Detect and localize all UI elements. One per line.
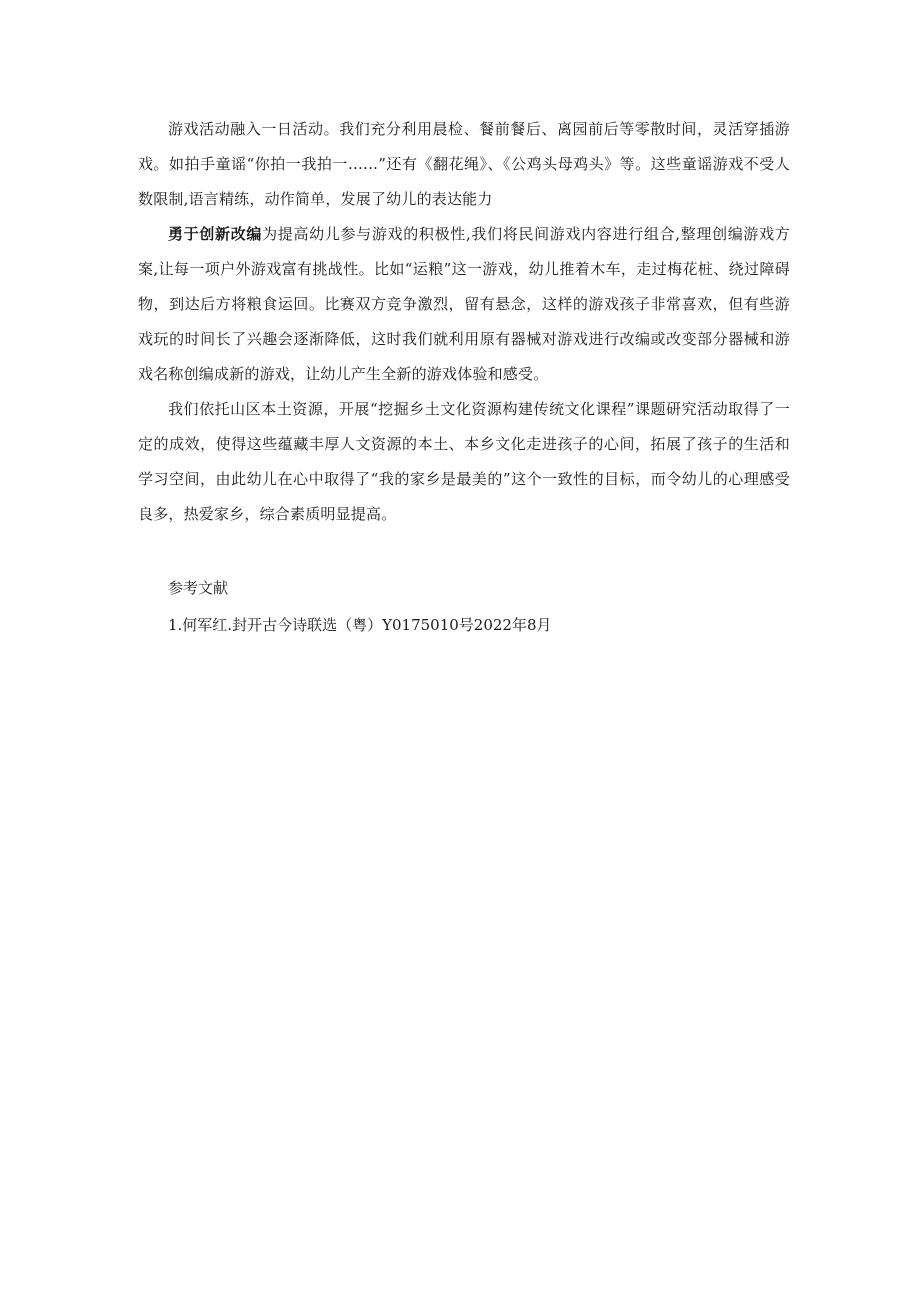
references-section <box>168 570 768 644</box>
paragraph-text: 为提高幼儿参与游戏的积极性,我们将民间游戏内容进行组合,整理创编游戏方案,让每一项户外游戏富有挑战性。比如“运粮”这一游戏，幼儿推着木车，走过梅花桩、绕过障碍物，到达后方将粮食运回。比赛双方竞争激烈，留有悬念，这样的游戏孩子非常喜欢，但有些游戏玩的时间长了兴趣会逐渐降低，这时我们就利用原有器械对游戏进行改编或改变部分器械和游戏名称创编成新的游戏，让幼儿产生全新的游戏体验和感受。 <box>138 225 790 383</box>
references-heading: 参考文献 <box>168 579 229 597</box>
paragraph-text: 我们依托山区本土资源，开展“挖掘乡土文化资源构建传统文化课程”课题研究活动取得了一定的成效，使得这些蕴藏丰厚人文资源的本土、本乡文化走进孩子的心间，拓展了孩子的生活和学习空间，由此幼儿在心中取得了“我的家乡是最美的”这个一致性的目标，而令幼儿的心理感受良多，热爱家乡，综合素质明显提高。 <box>138 400 790 523</box>
paragraph-games-daily <box>138 112 790 217</box>
paragraph-innovate <box>138 217 790 392</box>
paragraph-local-resources <box>138 392 790 532</box>
paragraph-text: 游戏活动融入一日活动。我们充分利用晨检、餐前餐后、离园前后等零散时间，灵活穿插游戏。如拍手童谣“你拍一我拍一……”还有《翻花绳》、《公鸡头母鸡头》等。这些童谣游戏不受人数限制,语言精练，动作简单，发展了幼儿的表达能力 <box>138 120 790 208</box>
body-text <box>138 112 790 532</box>
reference-item: 1.何军红.封开古今诗联选（粤）Y0175010号2022年8月 <box>168 616 552 634</box>
paragraph-lead-heading: 勇于创新改编 <box>168 225 263 243</box>
